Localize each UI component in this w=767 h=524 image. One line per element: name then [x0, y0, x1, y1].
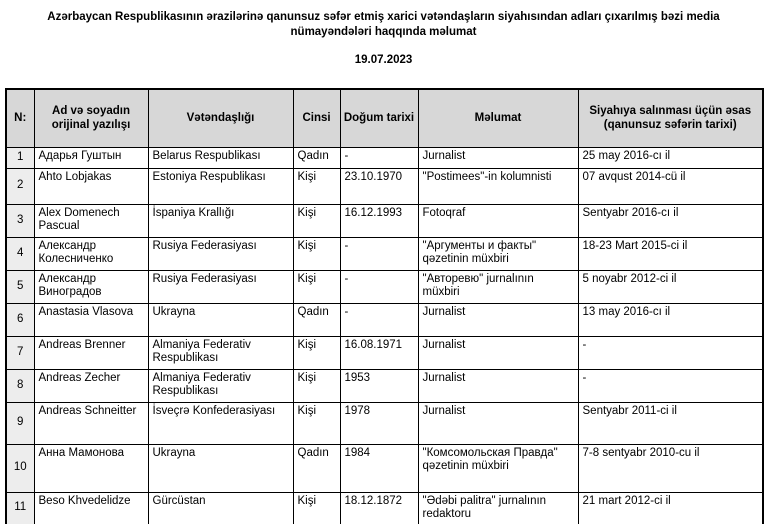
cell-n: 11 [6, 492, 34, 524]
column-header-5: Doğum tarixi [340, 89, 418, 147]
cell-n: 10 [6, 444, 34, 492]
cell-gender: Kişi [293, 204, 340, 237]
cell-birth-date: 23.10.1970 [340, 168, 418, 204]
cell-name: Александр Колесниченко [34, 237, 148, 270]
cell-name: Beso Khvedelidze [34, 492, 148, 524]
document-title: Azərbaycan Respublikasının ərazilərinə qanunsuz səfər etmiş xarici vətəndaşların siyahısından adları çıxarılmış bəzi media nümayəndələri haqqında məlumat [47, 11, 720, 38]
cell-citizenship: Ukrayna [148, 444, 293, 492]
cell-birth-date: - [340, 303, 418, 336]
cell-name: Anastasia Vlasova [34, 303, 148, 336]
cell-gender: Qadın [293, 444, 340, 492]
cell-basis: 18-23 Mart 2015-ci il [578, 237, 763, 270]
cell-info: Jurnalist [418, 369, 578, 402]
cell-basis: - [578, 369, 763, 402]
column-header-3: Vətəndaşlığı [148, 89, 293, 147]
cell-birth-date: - [340, 147, 418, 168]
cell-basis: 21 mart 2012-ci il [578, 492, 763, 524]
cell-name: Alex Domenech Pascual [34, 204, 148, 237]
table-row [6, 270, 763, 303]
cell-info: Jurnalist [418, 336, 578, 369]
column-header-6: Məlumat [418, 89, 578, 147]
cell-birth-date: 16.08.1971 [340, 336, 418, 369]
cell-name: Andreas Brenner [34, 336, 148, 369]
table-row [6, 444, 763, 492]
cell-n: 4 [6, 237, 34, 270]
table-row [6, 402, 763, 444]
cell-gender: Kişi [293, 168, 340, 204]
cell-name: Адарья Гуштын [34, 147, 148, 168]
table-body [6, 147, 763, 524]
cell-gender: Kişi [293, 270, 340, 303]
cell-citizenship: Ukrayna [148, 303, 293, 336]
cell-basis: Sentyabr 2011-ci il [578, 402, 763, 444]
cell-n: 6 [6, 303, 34, 336]
cell-info: "Postimees"-in kolumnisti [418, 168, 578, 204]
cell-n: 3 [6, 204, 34, 237]
cell-gender: Kişi [293, 402, 340, 444]
cell-n: 2 [6, 168, 34, 204]
cell-name: Анна Мамонова [34, 444, 148, 492]
cell-birth-date: 1978 [340, 402, 418, 444]
cell-citizenship: Rusiya Federasiyası [148, 270, 293, 303]
table-row [6, 492, 763, 524]
cell-basis: 7-8 sentyabr 2010-cu il [578, 444, 763, 492]
cell-citizenship: Rusiya Federasiyası [148, 237, 293, 270]
cell-birth-date: - [340, 237, 418, 270]
cell-name: Ahto Lobjakas [34, 168, 148, 204]
table-row [6, 168, 763, 204]
cell-gender: Kişi [293, 336, 340, 369]
cell-n: 8 [6, 369, 34, 402]
cell-birth-date: 16.12.1993 [340, 204, 418, 237]
column-header-1: N: [6, 89, 34, 147]
cell-citizenship: Estoniya Respublikası [148, 168, 293, 204]
cell-info: "Комсомольская Правда" qəzetinin müxbiri [418, 444, 578, 492]
cell-citizenship: Gürcüstan [148, 492, 293, 524]
cell-citizenship: Almaniya Federativ Respublikası [148, 336, 293, 369]
cell-n: 5 [6, 270, 34, 303]
media-representatives-table [5, 88, 764, 524]
cell-basis: 25 may 2016-cı il [578, 147, 763, 168]
cell-name: Andreas Schneitter [34, 402, 148, 444]
cell-n: 1 [6, 147, 34, 168]
cell-citizenship: İspaniya Krallığı [148, 204, 293, 237]
cell-citizenship: Almaniya Federativ Respublikası [148, 369, 293, 402]
table-header-row [6, 89, 763, 147]
cell-info: Fotoqraf [418, 204, 578, 237]
cell-birth-date: 1953 [340, 369, 418, 402]
cell-name: Andreas Zecher [34, 369, 148, 402]
table-row [6, 336, 763, 369]
cell-info: "Аргументы и факты" qəzetinin müxbiri [418, 237, 578, 270]
cell-basis: - [578, 336, 763, 369]
cell-birth-date: 1984 [340, 444, 418, 492]
cell-gender: Kişi [293, 237, 340, 270]
cell-gender: Kişi [293, 492, 340, 524]
cell-birth-date: 18.12.1872 [340, 492, 418, 524]
cell-n: 9 [6, 402, 34, 444]
cell-name: Александр Виноградов [34, 270, 148, 303]
cell-basis: Sentyabr 2016-cı il [578, 204, 763, 237]
cell-basis: 13 may 2016-cı il [578, 303, 763, 336]
table-row [6, 369, 763, 402]
cell-basis: 07 avqust 2014-cü il [578, 168, 763, 204]
column-header-4: Cinsi [293, 89, 340, 147]
cell-gender: Qadın [293, 147, 340, 168]
cell-n: 7 [6, 336, 34, 369]
cell-info: Jurnalist [418, 303, 578, 336]
cell-info: Jurnalist [418, 402, 578, 444]
table-row [6, 237, 763, 270]
cell-citizenship: Belarus Respublikası [148, 147, 293, 168]
cell-info: Jurnalist [418, 147, 578, 168]
cell-gender: Kişi [293, 369, 340, 402]
cell-citizenship: İsveçrə Konfederasiyası [148, 402, 293, 444]
cell-gender: Qadın [293, 303, 340, 336]
cell-basis: 5 noyabr 2012-ci il [578, 270, 763, 303]
table-row [6, 204, 763, 237]
cell-info: "Авторевю" jurnalının müxbiri [418, 270, 578, 303]
column-header-7: Siyahıya salınması üçün əsas (qanunsuz səfərin tarixi) [578, 89, 763, 147]
document-date: 19.07.2023 [354, 54, 413, 66]
table-row [6, 147, 763, 168]
cell-info: "Ədəbi palitra" jurnalının redaktoru [418, 492, 578, 524]
cell-birth-date: - [340, 270, 418, 303]
table-row [6, 303, 763, 336]
column-header-2: Ad və soyadın orijinal yazılışı [34, 89, 148, 147]
